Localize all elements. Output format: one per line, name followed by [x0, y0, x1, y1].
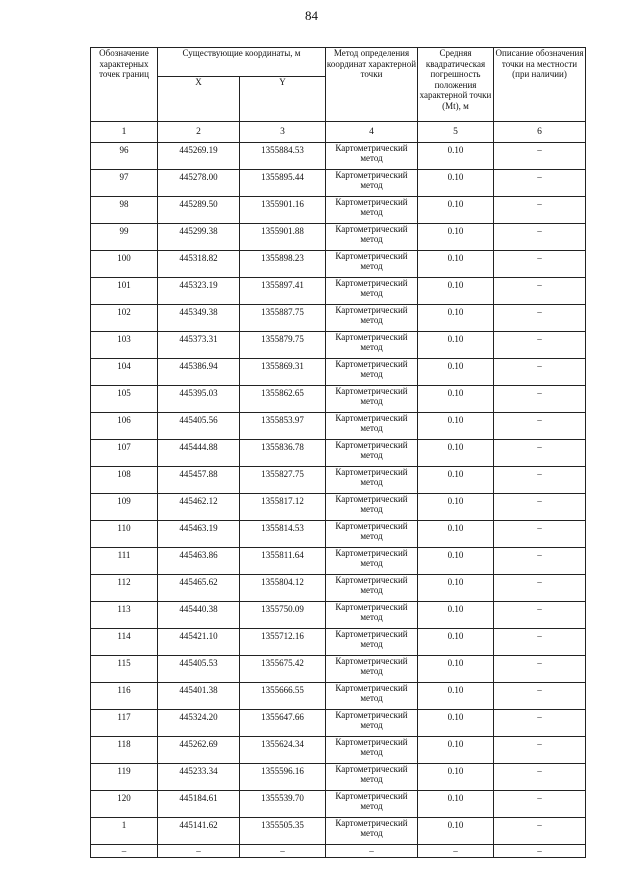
accuracy: 0.10 — [418, 737, 494, 764]
coord-y: 1355897.41 — [240, 278, 326, 305]
coord-y: 1355505.35 — [240, 818, 326, 845]
point-number: 99 — [91, 224, 158, 251]
coord-y: 1355862.65 — [240, 386, 326, 413]
coord-x: 445373.31 — [158, 332, 240, 359]
method: Картометрический метод — [326, 467, 418, 494]
point-number: 110 — [91, 521, 158, 548]
coord-y: 1355895.44 — [240, 170, 326, 197]
accuracy: 0.10 — [418, 251, 494, 278]
table-row — [91, 494, 586, 521]
empty-cell: – — [91, 845, 158, 858]
accuracy: 0.10 — [418, 413, 494, 440]
coord-x: 445462.12 — [158, 494, 240, 521]
column-number: 1 — [91, 122, 158, 143]
empty-cell: – — [158, 845, 240, 858]
coord-x: 445184.61 — [158, 791, 240, 818]
accuracy: 0.10 — [418, 359, 494, 386]
header-coordinates: Существующие координаты, м — [158, 48, 326, 77]
method: Картометрический метод — [326, 413, 418, 440]
accuracy: 0.10 — [418, 197, 494, 224]
coord-x: 445324.20 — [158, 710, 240, 737]
coord-y: 1355666.55 — [240, 683, 326, 710]
method: Картометрический метод — [326, 170, 418, 197]
description: – — [494, 548, 586, 575]
method: Картометрический метод — [326, 440, 418, 467]
coord-x: 445269.19 — [158, 143, 240, 170]
coord-y: 1355712.16 — [240, 629, 326, 656]
description: – — [494, 467, 586, 494]
description: – — [494, 278, 586, 305]
accuracy: 0.10 — [418, 494, 494, 521]
point-number: 114 — [91, 629, 158, 656]
accuracy: 0.10 — [418, 656, 494, 683]
table-row — [91, 791, 586, 818]
point-number: 102 — [91, 305, 158, 332]
method: Картометрический метод — [326, 224, 418, 251]
accuracy: 0.10 — [418, 629, 494, 656]
description: – — [494, 494, 586, 521]
accuracy: 0.10 — [418, 683, 494, 710]
empty-cell: – — [494, 845, 586, 858]
description: – — [494, 575, 586, 602]
point-number: 117 — [91, 710, 158, 737]
method: Картометрический метод — [326, 494, 418, 521]
table-row — [91, 710, 586, 737]
point-number: 98 — [91, 197, 158, 224]
table-row — [91, 548, 586, 575]
coord-x: 445463.86 — [158, 548, 240, 575]
point-number: 113 — [91, 602, 158, 629]
accuracy: 0.10 — [418, 386, 494, 413]
coord-y: 1355817.12 — [240, 494, 326, 521]
coord-x: 445421.10 — [158, 629, 240, 656]
point-number: 105 — [91, 386, 158, 413]
coord-y: 1355804.12 — [240, 575, 326, 602]
coord-x: 445457.88 — [158, 467, 240, 494]
accuracy: 0.10 — [418, 440, 494, 467]
table-row — [91, 656, 586, 683]
point-number: 101 — [91, 278, 158, 305]
point-number: 119 — [91, 764, 158, 791]
method: Картометрический метод — [326, 818, 418, 845]
coord-y: 1355596.16 — [240, 764, 326, 791]
coord-y: 1355879.75 — [240, 332, 326, 359]
coord-y: 1355898.23 — [240, 251, 326, 278]
header-y: Y — [240, 77, 326, 122]
table-row — [91, 440, 586, 467]
coordinates-table — [90, 47, 586, 858]
method: Картометрический метод — [326, 143, 418, 170]
empty-cell: – — [326, 845, 418, 858]
method: Картометрический метод — [326, 791, 418, 818]
accuracy: 0.10 — [418, 143, 494, 170]
method: Картометрический метод — [326, 332, 418, 359]
coord-x: 445278.00 — [158, 170, 240, 197]
description: – — [494, 791, 586, 818]
coord-x: 445289.50 — [158, 197, 240, 224]
coord-y: 1355887.75 — [240, 305, 326, 332]
description: – — [494, 143, 586, 170]
table-row — [91, 629, 586, 656]
table-row — [91, 332, 586, 359]
table-row — [91, 413, 586, 440]
coord-y: 1355750.09 — [240, 602, 326, 629]
point-number: 115 — [91, 656, 158, 683]
table-row — [91, 224, 586, 251]
description: – — [494, 251, 586, 278]
coord-x: 445465.62 — [158, 575, 240, 602]
description: – — [494, 602, 586, 629]
point-number: 109 — [91, 494, 158, 521]
coord-y: 1355836.78 — [240, 440, 326, 467]
method: Картометрический метод — [326, 683, 418, 710]
header-x: X — [158, 77, 240, 122]
column-number: 3 — [240, 122, 326, 143]
table-row — [91, 251, 586, 278]
description: – — [494, 737, 586, 764]
accuracy: 0.10 — [418, 710, 494, 737]
coord-x: 445444.88 — [158, 440, 240, 467]
table-row — [91, 278, 586, 305]
method: Картометрический метод — [326, 737, 418, 764]
accuracy: 0.10 — [418, 332, 494, 359]
description: – — [494, 170, 586, 197]
method: Картометрический метод — [326, 710, 418, 737]
accuracy: 0.10 — [418, 548, 494, 575]
coord-x: 445405.56 — [158, 413, 240, 440]
coord-x: 445463.19 — [158, 521, 240, 548]
point-number: 111 — [91, 548, 158, 575]
table-row — [91, 818, 586, 845]
method: Картометрический метод — [326, 278, 418, 305]
method: Картометрический метод — [326, 602, 418, 629]
point-number: 103 — [91, 332, 158, 359]
point-number: 106 — [91, 413, 158, 440]
description: – — [494, 656, 586, 683]
accuracy: 0.10 — [418, 602, 494, 629]
coord-y: 1355827.75 — [240, 467, 326, 494]
coord-y: 1355869.31 — [240, 359, 326, 386]
coord-x: 445386.94 — [158, 359, 240, 386]
column-number: 6 — [494, 122, 586, 143]
column-number: 5 — [418, 122, 494, 143]
coord-y: 1355901.88 — [240, 224, 326, 251]
description: – — [494, 629, 586, 656]
table-row — [91, 143, 586, 170]
coord-y: 1355814.53 — [240, 521, 326, 548]
page-number: 84 — [305, 8, 318, 23]
method: Картометрический метод — [326, 656, 418, 683]
accuracy: 0.10 — [418, 575, 494, 602]
table-row — [91, 359, 586, 386]
description: – — [494, 386, 586, 413]
point-number: 100 — [91, 251, 158, 278]
table-row — [91, 737, 586, 764]
column-number-row — [91, 122, 586, 143]
description: – — [494, 224, 586, 251]
method: Картометрический метод — [326, 386, 418, 413]
coord-x: 445262.69 — [158, 737, 240, 764]
accuracy: 0.10 — [418, 278, 494, 305]
description: – — [494, 764, 586, 791]
table-row — [91, 386, 586, 413]
description: – — [494, 197, 586, 224]
coord-x: 445395.03 — [158, 386, 240, 413]
description: – — [494, 359, 586, 386]
method: Картометрический метод — [326, 764, 418, 791]
coord-y: 1355853.97 — [240, 413, 326, 440]
accuracy: 0.10 — [418, 791, 494, 818]
point-number: 112 — [91, 575, 158, 602]
coord-y: 1355884.53 — [240, 143, 326, 170]
accuracy: 0.10 — [418, 764, 494, 791]
method: Картометрический метод — [326, 197, 418, 224]
description: – — [494, 332, 586, 359]
point-number: 96 — [91, 143, 158, 170]
coord-x: 445401.38 — [158, 683, 240, 710]
coord-y: 1355647.66 — [240, 710, 326, 737]
header-point-designation: Обозначение характерных точек границ — [91, 48, 158, 122]
coord-x: 445141.62 — [158, 818, 240, 845]
table-row — [91, 575, 586, 602]
accuracy: 0.10 — [418, 170, 494, 197]
point-number: 97 — [91, 170, 158, 197]
description: – — [494, 305, 586, 332]
table-row — [91, 845, 586, 858]
point-number: 1 — [91, 818, 158, 845]
table-row — [91, 521, 586, 548]
column-number: 4 — [326, 122, 418, 143]
coord-y: 1355811.64 — [240, 548, 326, 575]
table-row — [91, 683, 586, 710]
header-row — [91, 48, 586, 77]
column-number: 2 — [158, 122, 240, 143]
description: – — [494, 683, 586, 710]
coord-x: 445299.38 — [158, 224, 240, 251]
description: – — [494, 521, 586, 548]
point-number: 107 — [91, 440, 158, 467]
method: Картометрический метод — [326, 305, 418, 332]
coord-x: 445440.38 — [158, 602, 240, 629]
point-number: 108 — [91, 467, 158, 494]
method: Картометрический метод — [326, 359, 418, 386]
empty-cell: – — [418, 845, 494, 858]
description: – — [494, 710, 586, 737]
description: – — [494, 440, 586, 467]
table-row — [91, 764, 586, 791]
point-number: 116 — [91, 683, 158, 710]
description: – — [494, 413, 586, 440]
method: Картометрический метод — [326, 575, 418, 602]
method: Картометрический метод — [326, 629, 418, 656]
coord-x: 445318.82 — [158, 251, 240, 278]
table-row — [91, 602, 586, 629]
accuracy: 0.10 — [418, 224, 494, 251]
header-description: Описание обозначения точки на местности (при наличии) — [494, 48, 586, 122]
empty-cell: – — [240, 845, 326, 858]
method: Картометрический метод — [326, 251, 418, 278]
header-accuracy: Средняя квадратическая погрешность положения характерной точки (Mt), м — [418, 48, 494, 122]
accuracy: 0.10 — [418, 467, 494, 494]
point-number: 104 — [91, 359, 158, 386]
table-row — [91, 467, 586, 494]
header-method: Метод определения координат характерной точки — [326, 48, 418, 122]
accuracy: 0.10 — [418, 818, 494, 845]
coord-x: 445349.38 — [158, 305, 240, 332]
table-row — [91, 170, 586, 197]
coord-x: 445323.19 — [158, 278, 240, 305]
coord-y: 1355539.70 — [240, 791, 326, 818]
coord-y: 1355675.42 — [240, 656, 326, 683]
accuracy: 0.10 — [418, 521, 494, 548]
description: – — [494, 818, 586, 845]
coord-y: 1355624.34 — [240, 737, 326, 764]
coord-x: 445405.53 — [158, 656, 240, 683]
method: Картометрический метод — [326, 548, 418, 575]
table-row — [91, 305, 586, 332]
table-row — [91, 197, 586, 224]
coord-y: 1355901.16 — [240, 197, 326, 224]
coord-x: 445233.34 — [158, 764, 240, 791]
method: Картометрический метод — [326, 521, 418, 548]
point-number: 120 — [91, 791, 158, 818]
point-number: 118 — [91, 737, 158, 764]
accuracy: 0.10 — [418, 305, 494, 332]
